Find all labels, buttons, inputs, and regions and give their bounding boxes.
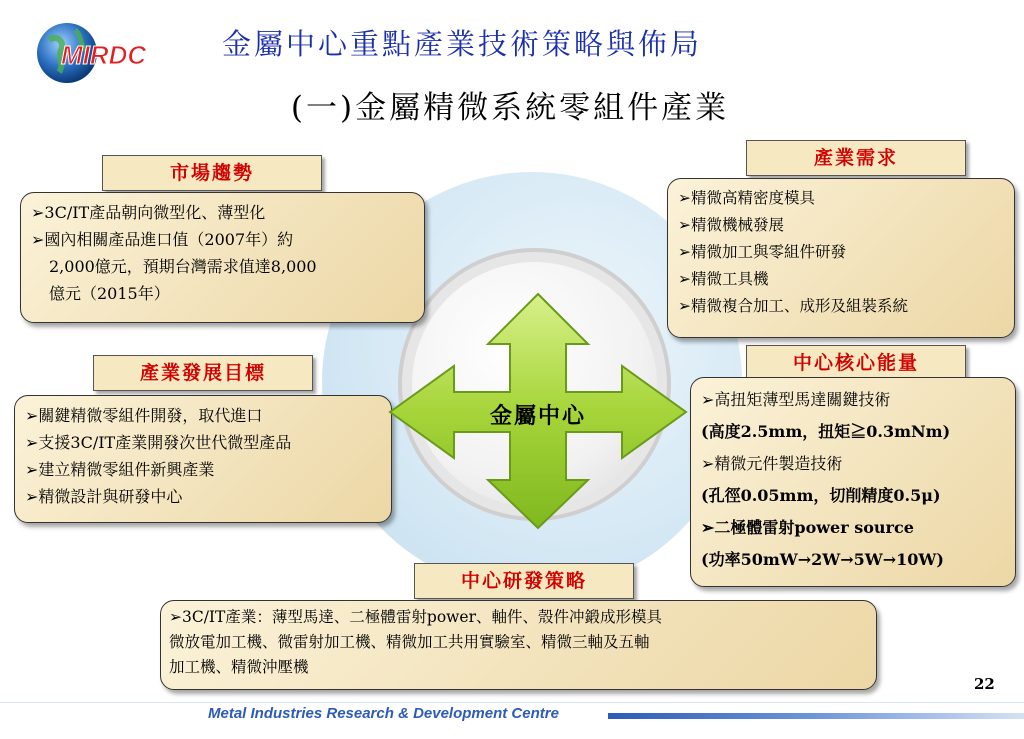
market-line: ➢3C/IT產品朝向微型化、薄型化 xyxy=(31,203,266,222)
goals-line: ➢支援3C/IT產業開發次世代微型產品 xyxy=(25,433,292,452)
development-goals-box xyxy=(14,395,392,523)
strategy-line: ➢3C/IT產業：薄型馬達、二極體雷射power、軸件、殼件冲鍛成形模具 xyxy=(169,608,662,626)
market-trend-box xyxy=(20,192,425,323)
core-line: (孔徑0.05mm，切削精度0.5μ) xyxy=(701,486,941,505)
demand-line: ➢精微高精密度模具 xyxy=(678,189,815,207)
research-strategy-label: 中心研發策略 xyxy=(414,563,634,599)
logo-text: MIRDC xyxy=(61,40,147,70)
demand-line: ➢精微機械發展 xyxy=(678,216,784,234)
core-line: (高度2.5mm，扭矩≧0.3mNm) xyxy=(701,422,951,441)
strategy-line: 加工機、精微沖壓機 xyxy=(169,658,309,676)
mirdc-logo xyxy=(35,20,195,84)
core-line: (功率50mW→2W→5W→10W) xyxy=(701,550,944,569)
goals-line: ➢關鍵精微零組件開發，取代進口 xyxy=(25,406,263,425)
core-line: ➢高扭矩薄型馬達關鍵技術 xyxy=(701,390,891,409)
market-trend-label: 市場趨勢 xyxy=(102,155,322,191)
demand-line: ➢精微工具機 xyxy=(678,270,769,288)
strategy-line: 微放電加工機、微雷射加工機、精微加工共用實驗室、精微三軸及五軸 xyxy=(169,633,650,651)
industry-demand-label: 產業需求 xyxy=(746,140,966,176)
page-number: 22 xyxy=(974,675,995,693)
core-line: ➢二極體雷射power source xyxy=(701,518,914,537)
development-goals-label: 產業發展目標 xyxy=(93,355,313,391)
center-label: 金屬中心 xyxy=(489,403,586,429)
footer-divider xyxy=(0,702,1024,703)
core-capability-label: 中心核心能量 xyxy=(746,345,966,381)
research-strategy-box xyxy=(160,600,877,690)
footer-bar xyxy=(608,713,1024,719)
core-line: ➢精微元件製造技術 xyxy=(701,454,843,473)
market-line: 億元（2015年） xyxy=(49,284,170,303)
market-line: 2,000億元，預期台灣需求值達8,000 xyxy=(49,257,317,276)
page-subtitle: (一)金屬精微系統零組件產業 xyxy=(290,90,730,126)
core-capability-box xyxy=(690,377,1016,587)
goals-line: ➢精微設計與研發中心 xyxy=(25,487,183,506)
page-title: 金屬中心重點產業技術策略與佈局 xyxy=(222,27,703,61)
demand-line: ➢精微複合加工、成形及組裝系統 xyxy=(678,297,908,315)
footer-org-name: Metal Industries Research & Development Centre xyxy=(208,705,559,722)
industry-demand-box xyxy=(667,178,1015,338)
demand-line: ➢精微加工與零組件研發 xyxy=(678,243,846,261)
market-line: ➢國內相關產品進口值（2007年）約 xyxy=(31,230,294,249)
goals-line: ➢建立精微零組件新興產業 xyxy=(25,460,215,479)
